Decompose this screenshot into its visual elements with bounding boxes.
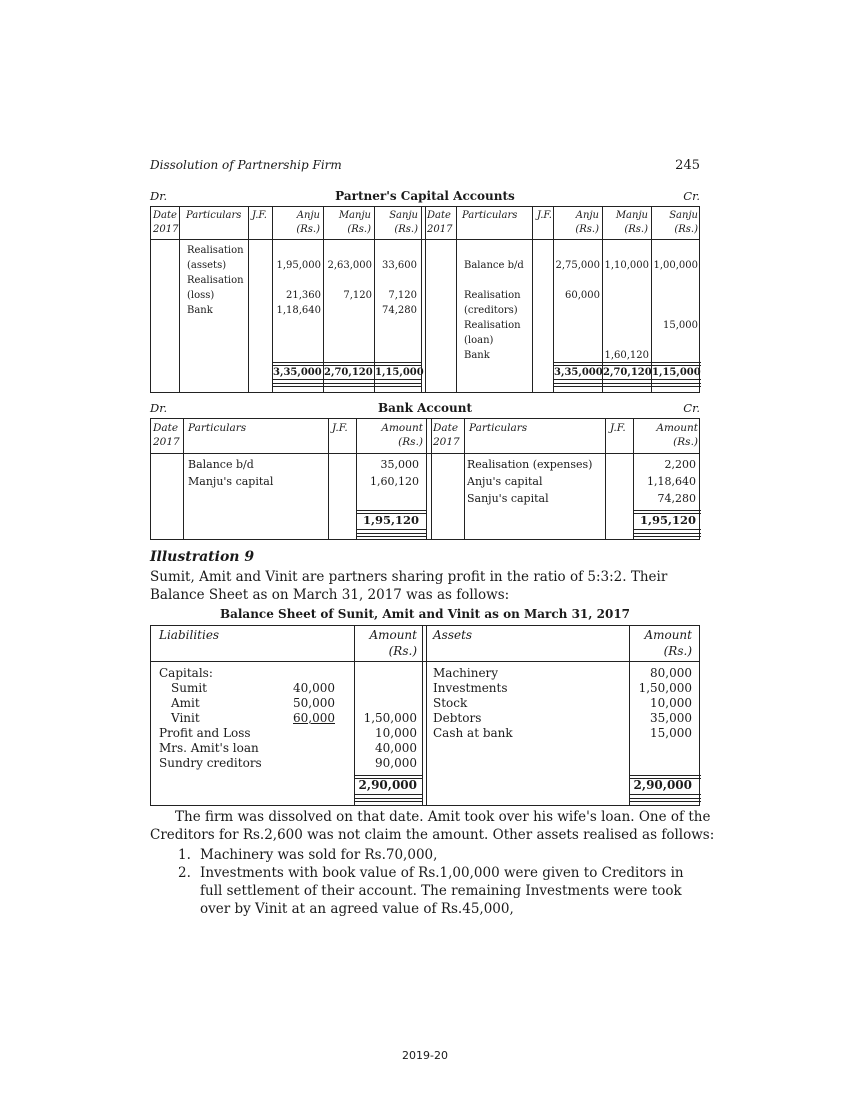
cell: 33,600 (382, 260, 417, 271)
table-row: Bank (464, 350, 490, 361)
table-row: Manju's capital (188, 475, 274, 488)
table-row: Balance b/d (188, 458, 254, 471)
cell: 15,000 (663, 320, 698, 331)
particulars-header: Particulars (462, 210, 518, 221)
cell: 1,95,000 (276, 260, 321, 271)
cell: 60,000 (565, 290, 600, 301)
bank-total: 1,95,120 (639, 513, 696, 527)
cell: 2,200 (664, 458, 696, 471)
anju-header: Anju (Rs.) (296, 210, 320, 235)
balance-sheet-table (150, 625, 700, 806)
cell: 60,000 (293, 711, 335, 725)
cell: 21,360 (286, 290, 321, 301)
jf-header: J.F. (610, 422, 626, 434)
table-row: Machinery (433, 666, 499, 680)
chapter-title: Dissolution of Partnership Firm (150, 158, 342, 172)
illustration-heading: Illustration 9 (150, 549, 255, 565)
manju-header: Manju (Rs.) (338, 210, 371, 235)
jf-header: J.F. (537, 210, 552, 221)
cr-label: Cr. (683, 189, 700, 203)
table-row: Balance b/d (464, 260, 524, 271)
cell: 74,280 (382, 305, 417, 316)
list-item: 1. Machinery was sold for Rs.70,000, (178, 847, 438, 863)
total-anju: 3,35,000 (273, 367, 322, 378)
total-sanju: 1,15,000 (375, 367, 424, 378)
capital-account-title: Partner's Capital Accounts (335, 189, 515, 203)
cell: 1,50,000 (363, 711, 417, 725)
bank-account-table (150, 418, 700, 540)
footer-year: 2019-20 (402, 1049, 448, 1062)
jf-header: J.F. (252, 210, 267, 221)
cell: 10,000 (375, 726, 417, 740)
amount-header: Amount (Rs.) (381, 422, 423, 448)
table-row: Sundry creditors (159, 756, 262, 770)
particulars-header: Particulars (469, 422, 528, 434)
cell: 1,18,640 (276, 305, 321, 316)
table-row: Bank (187, 305, 213, 316)
table-row: Mrs. Amit's loan (159, 741, 259, 755)
realisation-list (150, 846, 700, 918)
liabilities-header: Liabilities (159, 628, 220, 642)
sanju-header: Sanju (Rs.) (389, 210, 418, 235)
table-row: Debtors (433, 711, 482, 725)
amount-header: Amount (Rs.) (369, 628, 417, 658)
table-row: Stock (433, 696, 468, 710)
table-row: Sanju's capital (467, 492, 549, 505)
dr-label: Dr. (150, 401, 168, 415)
particulars-header: Particulars (186, 210, 242, 221)
total-sanju: 1,15,000 (652, 367, 701, 378)
total-anju: 3,35,000 (554, 367, 603, 378)
table-row: Realisation (187, 245, 244, 256)
cell: 1,60,120 (604, 350, 649, 361)
cell: 2,75,000 (555, 260, 600, 271)
table-row: Realisation (187, 275, 244, 286)
table-row: Investments (433, 681, 508, 695)
cell: 40,000 (375, 741, 417, 755)
date-header: Date 2017 (427, 210, 453, 235)
particulars-header: Particulars (188, 422, 247, 434)
table-row: (loss) (187, 290, 215, 301)
dr-label: Dr. (150, 189, 168, 203)
cell: 50,000 (293, 696, 335, 710)
table-row: (loan) (464, 335, 494, 346)
cell: 35,000 (650, 711, 692, 725)
amount-header: Amount (Rs.) (644, 628, 692, 658)
cell: 2,63,000 (327, 260, 372, 271)
cell: 15,000 (650, 726, 692, 740)
table-row: Realisation (expenses) (467, 458, 593, 471)
capital-account-table (150, 206, 700, 393)
table-row: Realisation (464, 290, 521, 301)
jf-header: J.F. (332, 422, 348, 434)
cell: 74,280 (657, 492, 696, 505)
table-row: (assets) (187, 260, 227, 271)
balance-sheet-total: 2,90,000 (358, 778, 417, 792)
cell: 1,60,120 (370, 475, 419, 488)
table-row: Anju's capital (467, 475, 543, 488)
table-row: Profit and Loss (159, 726, 251, 740)
cell: 1,50,000 (638, 681, 692, 695)
total-manju: 2,70,120 (324, 367, 373, 378)
table-row: Realisation (464, 320, 521, 331)
table-row: Amit (171, 696, 200, 710)
bank-account-title: Bank Account (377, 401, 473, 415)
sanju-header: Sanju (Rs.) (669, 210, 698, 235)
table-row: Cash at bank (433, 726, 513, 740)
table-row: Capitals: (159, 666, 213, 680)
cell: 35,000 (380, 458, 419, 471)
total-manju: 2,70,120 (603, 367, 652, 378)
cell: 1,00,000 (653, 260, 698, 271)
list-item: 2. Investments with book value of Rs.1,00,000 were given to Creditors in full settlement of their account. The remaining Investments were took over by Vinit at an agreed value of Rs.45,000, (178, 865, 684, 917)
cell: 80,000 (650, 666, 692, 680)
anju-header: Anju (Rs.) (575, 210, 599, 235)
cell: 40,000 (293, 681, 335, 695)
cell: 90,000 (375, 756, 417, 770)
cell: 1,10,000 (604, 260, 649, 271)
page-number: 245 (675, 158, 700, 173)
table-row: Sumit (171, 681, 207, 695)
cr-label: Cr. (683, 401, 700, 415)
bank-total: 1,95,120 (362, 513, 419, 527)
amount-header: Amount (Rs.) (656, 422, 698, 448)
table-row: Vinit (171, 711, 200, 725)
cell: 7,120 (388, 290, 417, 301)
dissolution-paragraph: The firm was dissolved on that date. Amit took over his wife's loan. One of the Creditors for Rs.2,600 was not claim the amount. Other assets realised as follows: (150, 809, 715, 843)
illustration-text: Sumit, Amit and Vinit are partners sharing profit in the ratio of 5:3:2. Their Balance Sheet as on March 31, 2017 was as follows: (150, 569, 668, 603)
cell: 7,120 (343, 290, 372, 301)
cell: 10,000 (650, 696, 692, 710)
cell: 1,18,640 (647, 475, 696, 488)
balance-sheet-title: Balance Sheet of Sunit, Amit and Vinit as on March 31, 2017 (219, 607, 631, 621)
date-header: Date 2017 (153, 422, 180, 448)
balance-sheet-total: 2,90,000 (633, 778, 692, 792)
table-row: (creditors) (464, 305, 518, 316)
date-header: Date 2017 (153, 210, 179, 235)
assets-header: Assets (433, 628, 473, 642)
date-header: Date 2017 (433, 422, 460, 448)
manju-header: Manju (Rs.) (615, 210, 648, 235)
